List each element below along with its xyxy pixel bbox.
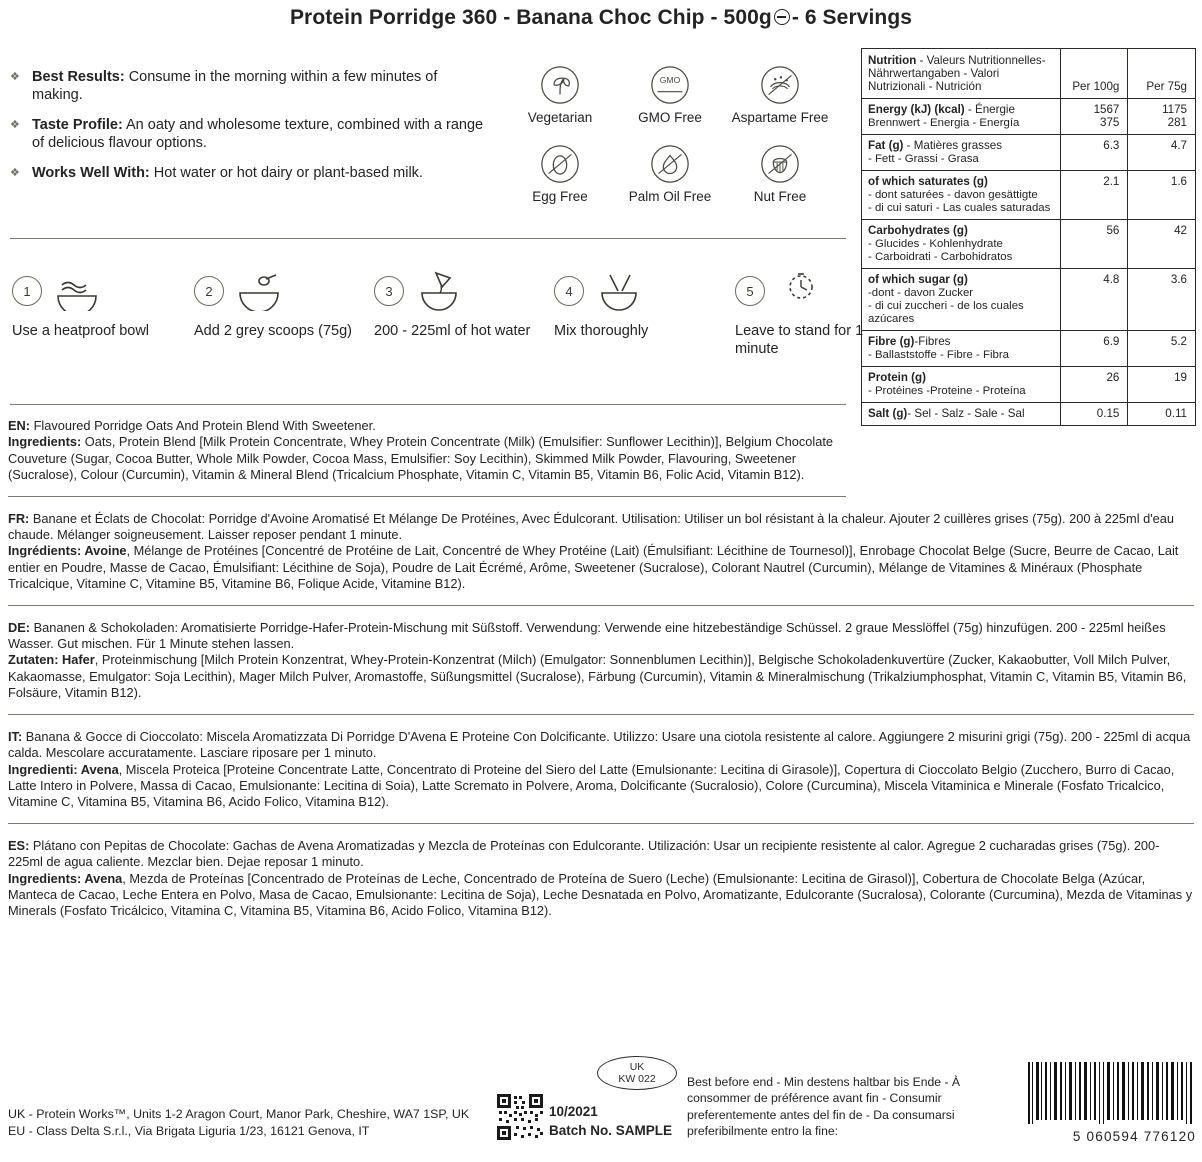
row-label-sub2: Brennwert - Energia - Energía <box>868 117 1020 129</box>
svg-text:GMO: GMO <box>659 75 681 86</box>
row-value-per75g: 19 <box>1128 367 1195 403</box>
row-label-sub3: - Carboidrati - Carbohidratos <box>868 251 1013 263</box>
water-waves-icon <box>54 271 112 311</box>
row-value-per75g: 5.2 <box>1128 331 1195 367</box>
row-label-sub2: - Glucides - Kohlenhydrate <box>868 238 1003 250</box>
row-value-per100g: 26 <box>1060 367 1128 403</box>
row-label: of which sugar (g) <box>868 273 968 286</box>
row-label-sub2: - Protéines -Proteine - Proteína <box>868 385 1026 397</box>
ingredients-text: , Mélange de Protéines [Concentré de Protéine de Lait, Concentré de Whey Protéine (Lait) (Émulsifiant: Lécithine de Tournesol)], Enrobage Chocolat Belge (Sucre, Beurre de Cacao, Lait entier en Poudre, Masse de Cacao, Émulsifiant: Lécithine de Soja), Poudre de Lait Écrémé, Arôme, Sweetener (Sucralose), Colorant Nautrel (Curcumin), Mélange de Vitamines & Minéraux (Phosphate Tricalcique, Vitamine C, Vitamine B5, Vitamine B6, Folique Acide, Vitamine B12). <box>8 543 1179 592</box>
ingredients-label: Ingrédients: Avoine <box>8 543 127 559</box>
footer <box>0 1052 1202 1162</box>
aspartame-free-icon <box>759 64 801 106</box>
timer-icon <box>777 271 835 311</box>
row-label: Fat (g) <box>868 139 904 152</box>
row-label-sub2: - Ballaststoffe - Fibre - Fibra <box>868 349 1009 361</box>
divider <box>8 605 1194 606</box>
row-label-sub2: -dont - davon Zucker <box>868 287 974 299</box>
address-line-uk: UK - Protein Works™, Units 1-2 Aragon Court, Manor Park, Cheshire, WA7 1SP, UK <box>8 1107 470 1121</box>
pouring-jug-icon <box>416 271 474 311</box>
uk-mark-country: UK <box>629 1061 645 1073</box>
nutrition-title-sub: - Valeurs Nutritionnelles- Nährwertangaben - Valori Nutrizionali - Nutrición <box>868 54 1046 93</box>
e-mark-icon <box>774 9 790 25</box>
row-value-per75g: 3.6 <box>1128 269 1195 331</box>
lang-code: IT: <box>8 728 23 744</box>
bullet-marker-icon: ❖ <box>10 71 21 83</box>
divider-top <box>10 238 846 239</box>
barcode <box>1026 1062 1194 1124</box>
row-label-sub2: - dont saturées - davon gesättigte <box>868 189 1038 201</box>
row-value-per75g: 42 <box>1128 220 1195 269</box>
lang-intro: Flavoured Porridge Oats And Protein Blend With Sweetener. <box>30 418 376 433</box>
icon-cell-palm-oil-free <box>615 139 725 204</box>
step-1 <box>12 270 187 340</box>
nutrition-row-fibre <box>862 331 1195 367</box>
lang-block-es <box>8 838 1194 920</box>
ingredient-language-blocks <box>8 418 1194 934</box>
row-value-per100g-kcal: 375 <box>1100 116 1120 129</box>
step-number: 2 <box>194 276 224 306</box>
nutrition-row-energy <box>862 99 1195 135</box>
bullet-text: Hot water or hot dairy or plant-based milk. <box>149 165 423 181</box>
row-label-sub: - Matières grasses <box>903 139 1002 152</box>
step-text: Leave to stand for 1 minute <box>735 323 864 357</box>
step-2 <box>194 270 369 340</box>
nutrition-row-saturates <box>862 171 1195 220</box>
row-label-sub: -Fibres <box>914 335 951 348</box>
ingredients-text: , Proteinmischung [Milch Protein Konzentrat, Whey-Protein-Konzentrat (Milch) (Emulgator: Sonnenblumen Lecithin)], Belgische Schokoladenkuvertüre (Zucker, Kakaobutter, Voll Milch Pulver, Kakaomasse, Emulgator: Soja Lecithin), Mager Milch Pulver, Aromastoffe, Süßungsmittel (Sucralose), Färbung (Curcumin), Vitamin & Mineralmischung (Trikalziumphosphat, Vitamin C, Vitamin B5, Vitamin B6, Folsäure, Vitamin B12). <box>8 652 1187 701</box>
row-label: of which saturates (g) <box>868 175 988 188</box>
row-label-sub: - Énergie <box>964 103 1015 116</box>
nutrition-row-carbohydrates <box>862 220 1195 269</box>
company-address <box>8 1106 469 1140</box>
row-label-sub3: - di cui zuccheri - de los cuales <box>868 300 1024 312</box>
ingredients-text: , Miscela Proteica [Proteine Concentrate Latte, Concentrato di Proteine del Siero del Latte (Emulsionante: Lecitina di Girasole)], Copertura di Cioccolato Belgio (Zucchero, Burro di Cacao, Latte Intero in Polvere, Massa di Cacao, Emulsionante: Lecitina di Soia), Latte Scremato in Polvere, Aroma, Dolcificante (Sucralosio), Colore (Curcumina), Miscela Vitaminica e Minerale (Fosfato Tricalcico, Vitamine C, Vitamina B5, Vitamina B6, Acido Folico, Vitamina B12). <box>8 761 1175 810</box>
bullet-label: Taste Profile: <box>32 117 123 133</box>
nutrition-row-salt <box>862 403 1195 426</box>
page-title-text: Protein Porridge 360 - Banana Choc Chip - 500g <box>289 6 772 29</box>
icon-label: GMO Free <box>638 110 702 125</box>
ingredients-label: Zutaten: Hafer <box>8 652 95 668</box>
row-value-per100g: 56 <box>1060 220 1128 269</box>
bullet-label: Best Results: <box>32 69 125 85</box>
scoop-bowl-icon <box>236 271 294 311</box>
bullet-marker-icon: ❖ <box>10 167 21 179</box>
icon-label: Egg Free <box>532 189 588 204</box>
bullet-text: Consume in the morning within a few minutes of making. <box>32 69 438 103</box>
lang-code: FR: <box>8 510 30 526</box>
uk-health-mark <box>597 1056 677 1090</box>
step-text: Mix thoroughly <box>554 323 649 339</box>
row-label: Energy (kJ) (kcal) <box>868 103 965 116</box>
batch-number: Batch No. SAMPLE <box>549 1123 673 1138</box>
icon-label: Palm Oil Free <box>628 189 712 204</box>
divider-steps <box>10 404 846 405</box>
ingredients-label: Ingredients: <box>8 434 85 450</box>
nutrition-header-label <box>862 49 1060 99</box>
mixing-bowl-icon <box>596 271 654 311</box>
egg-free-icon <box>539 143 581 185</box>
vegetarian-icon <box>539 64 581 106</box>
nutrition-col-per100g: Per 100g <box>1060 49 1128 99</box>
row-value-per75g: 1.6 <box>1128 171 1195 220</box>
lang-intro: Plátano con Pepitas de Chocolate: Gachas de Avena Aromatizadas y Mezcla de Proteínas con Edulcorante. Utilización: Usar un recipiente resistente al calor. Agregue 2 cucharadas grises (75g). 200-225ml de agua caliente. Mezclar bien. Dejae reposar 1 minuto. <box>8 837 1160 870</box>
step-number: 5 <box>735 276 765 306</box>
lang-block-it <box>8 729 1194 824</box>
ingredients-label: Ingredients: Avena <box>8 870 123 886</box>
icon-label: Nut Free <box>753 189 807 204</box>
icon-cell-gmo-free <box>615 60 725 125</box>
icon-cell-nut-free <box>725 139 835 204</box>
lang-block-de <box>8 620 1194 715</box>
bullet-best-results <box>10 68 490 104</box>
step-3 <box>374 270 549 340</box>
icon-cell-egg-free <box>505 139 615 204</box>
gmo-free-icon <box>649 64 691 106</box>
dietary-icon-grid <box>505 60 835 204</box>
lang-code: EN: <box>8 418 31 433</box>
nutrition-header-row <box>862 49 1195 99</box>
row-value-per75g: 0.11 <box>1128 403 1195 426</box>
page-title-suffix: - 6 Servings <box>791 6 913 29</box>
ingredients-text: Oats, Protein Blend [Milk Protein Concentrate, Whey Protein Concentrate (Milk) (Emulsifier: Sunflower Lecithin)], Belgium Chocolate Couveture (Sugar, Cocoa Butter, Whole Milk Powder, Cocoa Mass, Emulsifier: Soy Lecithin), Skimmed Milk Powder, Flavouring, Sweetener (Sucralose), Colour (Curcumin), Vitamin & Mineral Blend (Tricalcium Phosphate, Vitamin C, Vitamin B5, Vitamin B6, Folic Acid, Vitamin B12). <box>8 434 834 483</box>
row-label: Protein (g) <box>868 371 926 384</box>
nutrition-row-protein <box>862 367 1195 403</box>
nutrition-row-fat <box>862 135 1195 171</box>
address-line-eu: EU - Class Delta S.r.l., Via Brigata Liguria 1/23, 16121 Genova, IT <box>8 1124 370 1138</box>
row-value-per75g: 4.7 <box>1128 135 1195 171</box>
icon-label: Vegetarian <box>527 110 593 125</box>
lang-block-en <box>8 418 846 497</box>
page-title <box>0 6 1202 30</box>
row-value-per100g: 0.15 <box>1060 403 1128 426</box>
row-value-per100g: 1567 <box>1093 103 1120 116</box>
qr-code <box>497 1094 543 1140</box>
divider <box>8 823 1194 824</box>
row-label: Carbohydrates (g) <box>868 224 968 237</box>
lang-block-fr <box>8 511 1194 606</box>
row-value-per75g: 1175 <box>1162 103 1187 116</box>
icon-cell-aspartame-free <box>725 60 835 125</box>
nutrition-table <box>861 48 1196 426</box>
divider <box>8 714 1194 715</box>
lang-intro: Banane et Éclats de Chocolat: Porridge d'Avoine Aromatisé Et Mélange De Protéines, Avec Édulcorant. Utilisation: Utiliser un bol résistant à la chaleur. Ajouter 2 cuillères grises (75g). 200 à 225ml d'eau chaude. Mélanger soigneusement. Laisser reposer pendant 1 minute. <box>8 510 1175 543</box>
row-label-sub: - Sel - Salz - Sale - Sal <box>907 407 1025 420</box>
lang-code: DE: <box>8 619 31 635</box>
nutrition-col-per75g: Per 75g <box>1128 49 1195 99</box>
bullet-text: An oaty and wholesome texture, combined with a range of delicious flavour options. <box>32 117 484 151</box>
step-text: Use a heatproof bowl <box>12 323 150 339</box>
ingredients-label: Ingredienti: Avena <box>8 761 119 777</box>
lang-intro: Banana & Gocce di Cioccolato: Miscela Aromatizzata Di Porridge D'Avena E Proteine Con Dolcificante. Utilizzo: Usare una ciotola resistente al calore. Aggiungere 2 misurini grigi (75g). 200 - 225ml di acqua calda. Mescolare accuratamente. Lasciare riposare per 1 minuto. <box>8 728 1191 761</box>
bullet-marker-icon: ❖ <box>10 119 21 131</box>
barcode-number: 5 060594 776120 <box>1072 1129 1196 1144</box>
step-4 <box>554 270 729 340</box>
bullet-works-well-with <box>10 164 490 182</box>
ingredients-text: , Mezda de Proteínas [Concentrado de Proteínas de Leche, Concentrado de Proteína de Suero (Leche) (Emulsionante: Lecitina de Girasol)], Cobertura de Chocolate Belga (Azúcar, Manteca de Cacao, Leche Entera en Polvo, Masa de Cacao, Emulsionante: Lecitina de Soja), Leche Desnatada en Polvo, Aromatizante, Edulcorante (Sucralosa), Colorante (Curcumina), Mezda de Vitaminas y Minerals (Fosfato Tricálcico, Vitamina C, Vitamina B5, Vitamina B6, Acido Folico, Vitamina B12). <box>8 870 1193 919</box>
icon-label: Aspartame Free <box>731 110 829 125</box>
row-label: Fibre (g) <box>868 335 915 348</box>
step-number: 4 <box>554 276 584 306</box>
step-text: 200 - 225ml of hot water <box>374 323 531 339</box>
lang-code: ES: <box>8 837 30 853</box>
row-value-per100g: 6.3 <box>1060 135 1128 171</box>
palm-oil-free-icon <box>649 143 691 185</box>
step-text: Add 2 grey scoops (75g) <box>194 323 352 339</box>
best-before-text: Best before end - Min destens haltbar bis Ende - À consommer de préférence avant fin - Consumir preferentemente antes del fin de - Da consumarsi preferibilmente entro la fine: <box>687 1074 961 1139</box>
row-value-per75g-kcal: 281 <box>1167 116 1187 129</box>
row-label: Salt (g) <box>868 407 908 420</box>
bullet-label: Works Well With: <box>32 165 150 181</box>
batch-info <box>549 1102 672 1140</box>
row-label-sub2: - Fett - Grassi - Grasa <box>868 153 979 165</box>
row-value-per100g: 2.1 <box>1060 171 1128 220</box>
bullet-taste-profile <box>10 116 490 152</box>
nutrition-row-sugar <box>862 269 1195 331</box>
nutrition-title: Nutrition <box>868 54 917 67</box>
step-number: 3 <box>374 276 404 306</box>
row-label-sub4: azúcares <box>868 313 915 325</box>
row-label-sub3: - di cui saturi - Las cuales saturadas <box>868 202 1051 214</box>
nut-free-icon <box>759 143 801 185</box>
date-code: 10/2021 <box>549 1104 598 1119</box>
icon-cell-vegetarian <box>505 60 615 125</box>
step-number: 1 <box>12 276 42 306</box>
row-value-per100g: 6.9 <box>1060 331 1128 367</box>
usage-bullets <box>10 68 490 194</box>
divider <box>8 496 846 497</box>
lang-intro: Bananen & Schokoladen: Aromatisierte Porridge-Hafer-Protein-Mischung mit Süßstoff. Verwendung: Verwende eine hitzebeständige Schüssel. 2 graue Messlöffel (75g) hinzufügen. 200 - 225ml heißes Wasser. Gut mischen. Für 1 Minute stehen lassen. <box>8 619 1166 652</box>
uk-mark-code: KW 022 <box>618 1073 656 1085</box>
row-value-per100g: 4.8 <box>1060 269 1128 331</box>
